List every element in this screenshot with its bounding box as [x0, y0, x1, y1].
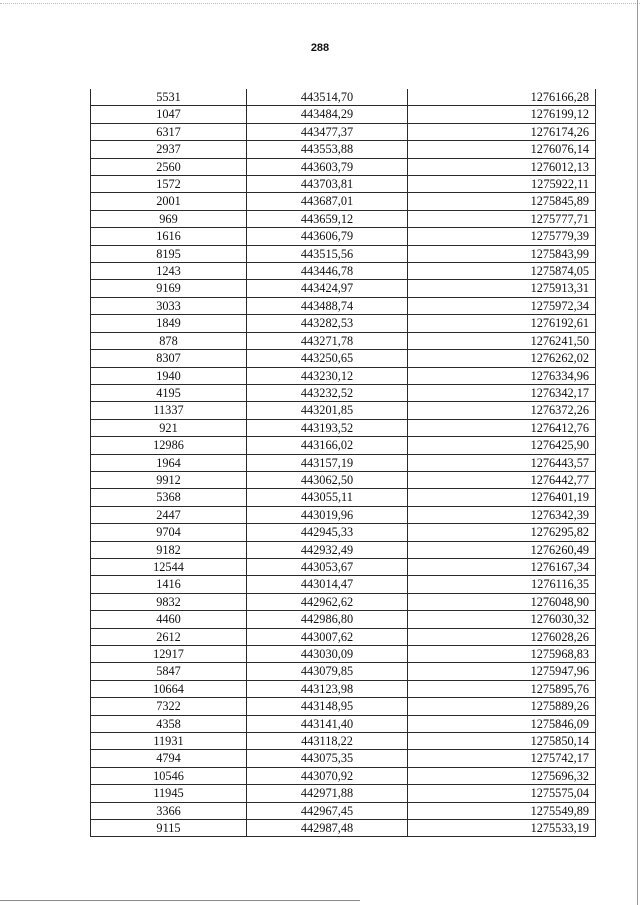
y-coordinate-cell: 1276116,35: [408, 576, 596, 593]
page-right-edge: [637, 0, 638, 905]
y-coordinate-cell: 1275843,99: [408, 245, 596, 262]
point-number-cell: 5531: [91, 89, 247, 106]
x-coordinate-cell: 443007,62: [247, 628, 408, 645]
x-coordinate-cell: 442986,80: [247, 611, 408, 628]
point-number-cell: 9912: [91, 471, 247, 488]
table-row: [91, 437, 596, 454]
y-coordinate-cell: 1275922,11: [408, 176, 596, 193]
x-coordinate-cell: 443553,88: [247, 141, 408, 158]
x-coordinate-cell: 443070,92: [247, 767, 408, 784]
point-number-cell: 8195: [91, 245, 247, 262]
y-coordinate-cell: 1275947,96: [408, 663, 596, 680]
table-row: [91, 193, 596, 210]
x-coordinate-cell: 442971,88: [247, 785, 408, 802]
point-number-cell: 5368: [91, 489, 247, 506]
point-number-cell: 5847: [91, 663, 247, 680]
point-number-cell: 2001: [91, 193, 247, 210]
page-bottom-edge: [0, 900, 360, 901]
y-coordinate-cell: 1275779,39: [408, 228, 596, 245]
table-row: [91, 471, 596, 488]
point-number-cell: 12917: [91, 646, 247, 663]
table-row: [91, 350, 596, 367]
y-coordinate-cell: 1276412,76: [408, 419, 596, 436]
table-row: [91, 297, 596, 314]
point-number-cell: 1572: [91, 176, 247, 193]
y-coordinate-cell: 1276372,26: [408, 402, 596, 419]
x-coordinate-cell: 442962,62: [247, 593, 408, 610]
point-number-cell: 9704: [91, 524, 247, 541]
point-number-cell: 4460: [91, 611, 247, 628]
x-coordinate-cell: 443141,40: [247, 715, 408, 732]
page-number: 288: [310, 42, 330, 54]
table-row: [91, 263, 596, 280]
y-coordinate-cell: 1275874,05: [408, 263, 596, 280]
x-coordinate-cell: 443118,22: [247, 733, 408, 750]
table-row: [91, 733, 596, 750]
x-coordinate-cell: 443488,74: [247, 297, 408, 314]
point-number-cell: 9182: [91, 541, 247, 558]
point-number-cell: 4195: [91, 384, 247, 401]
table-row: [91, 384, 596, 401]
x-coordinate-cell: 443030,09: [247, 646, 408, 663]
y-coordinate-cell: 1275895,76: [408, 680, 596, 697]
x-coordinate-cell: 443687,01: [247, 193, 408, 210]
point-number-cell: 2560: [91, 158, 247, 175]
y-coordinate-cell: 1275575,04: [408, 785, 596, 802]
x-coordinate-cell: 443515,56: [247, 245, 408, 262]
table-row: [91, 558, 596, 575]
table-row: [91, 611, 596, 628]
table-row: [91, 367, 596, 384]
x-coordinate-cell: 443477,37: [247, 123, 408, 140]
table-row: [91, 646, 596, 663]
y-coordinate-cell: 1276167,34: [408, 558, 596, 575]
table-row: [91, 785, 596, 802]
x-coordinate-cell: 443075,35: [247, 750, 408, 767]
y-coordinate-cell: 1276425,90: [408, 437, 596, 454]
y-coordinate-cell: 1276334,96: [408, 367, 596, 384]
point-number-cell: 1416: [91, 576, 247, 593]
table-row: [91, 210, 596, 227]
x-coordinate-cell: 443659,12: [247, 210, 408, 227]
x-coordinate-cell: 443019,96: [247, 506, 408, 523]
y-coordinate-cell: 1276260,49: [408, 541, 596, 558]
x-coordinate-cell: 443250,65: [247, 350, 408, 367]
page-top-edge: [0, 3, 640, 4]
y-coordinate-cell: 1276443,57: [408, 454, 596, 471]
point-number-cell: 2447: [91, 506, 247, 523]
x-coordinate-cell: 443282,53: [247, 315, 408, 332]
table-row: [91, 419, 596, 436]
table-row: [91, 802, 596, 819]
x-coordinate-cell: 442945,33: [247, 524, 408, 541]
point-number-cell: 9169: [91, 280, 247, 297]
y-coordinate-cell: 1276241,50: [408, 332, 596, 349]
point-number-cell: 9832: [91, 593, 247, 610]
point-number-cell: 9115: [91, 820, 247, 837]
table-row: [91, 315, 596, 332]
x-coordinate-cell: 443230,12: [247, 367, 408, 384]
table-row: [91, 158, 596, 175]
table-row: [91, 698, 596, 715]
point-number-cell: 7322: [91, 698, 247, 715]
point-number-cell: 969: [91, 210, 247, 227]
x-coordinate-cell: 443123,98: [247, 680, 408, 697]
y-coordinate-cell: 1276048,90: [408, 593, 596, 610]
y-coordinate-cell: 1275533,19: [408, 820, 596, 837]
point-number-cell: 1243: [91, 263, 247, 280]
coordinates-table: [90, 89, 596, 837]
table-row: [91, 541, 596, 558]
table-row: [91, 593, 596, 610]
table-row: [91, 506, 596, 523]
table-row: [91, 680, 596, 697]
y-coordinate-cell: 1276076,14: [408, 141, 596, 158]
table-row: [91, 228, 596, 245]
y-coordinate-cell: 1276028,26: [408, 628, 596, 645]
y-coordinate-cell: 1275845,89: [408, 193, 596, 210]
point-number-cell: 3033: [91, 297, 247, 314]
y-coordinate-cell: 1276174,26: [408, 123, 596, 140]
y-coordinate-cell: 1275696,32: [408, 767, 596, 784]
y-coordinate-cell: 1276030,32: [408, 611, 596, 628]
y-coordinate-cell: 1275846,09: [408, 715, 596, 732]
table-row: [91, 89, 596, 106]
point-number-cell: 11337: [91, 402, 247, 419]
table-row: [91, 280, 596, 297]
table-row: [91, 576, 596, 593]
y-coordinate-cell: 1275972,34: [408, 297, 596, 314]
y-coordinate-cell: 1276262,02: [408, 350, 596, 367]
table-row: [91, 141, 596, 158]
y-coordinate-cell: 1276192,61: [408, 315, 596, 332]
table-row: [91, 489, 596, 506]
point-number-cell: 11931: [91, 733, 247, 750]
table-row: [91, 123, 596, 140]
y-coordinate-cell: 1275968,83: [408, 646, 596, 663]
table-row: [91, 402, 596, 419]
point-number-cell: 1616: [91, 228, 247, 245]
x-coordinate-cell: 443014,47: [247, 576, 408, 593]
y-coordinate-cell: 1276012,13: [408, 158, 596, 175]
x-coordinate-cell: 443606,79: [247, 228, 408, 245]
y-coordinate-cell: 1276342,39: [408, 506, 596, 523]
x-coordinate-cell: 443703,81: [247, 176, 408, 193]
point-number-cell: 1964: [91, 454, 247, 471]
table-row: [91, 715, 596, 732]
table-row: [91, 663, 596, 680]
table-row: [91, 245, 596, 262]
point-number-cell: 8307: [91, 350, 247, 367]
point-number-cell: 11945: [91, 785, 247, 802]
y-coordinate-cell: 1275777,71: [408, 210, 596, 227]
x-coordinate-cell: 443157,19: [247, 454, 408, 471]
y-coordinate-cell: 1275742,17: [408, 750, 596, 767]
x-coordinate-cell: 442967,45: [247, 802, 408, 819]
table-row: [91, 750, 596, 767]
x-coordinate-cell: 443271,78: [247, 332, 408, 349]
y-coordinate-cell: 1276295,82: [408, 524, 596, 541]
x-coordinate-cell: 443603,79: [247, 158, 408, 175]
point-number-cell: 1849: [91, 315, 247, 332]
point-number-cell: 4794: [91, 750, 247, 767]
point-number-cell: 1940: [91, 367, 247, 384]
x-coordinate-cell: 443053,67: [247, 558, 408, 575]
x-coordinate-cell: 442932,49: [247, 541, 408, 558]
x-coordinate-cell: 443062,50: [247, 471, 408, 488]
x-coordinate-cell: 443079,85: [247, 663, 408, 680]
table-row: [91, 106, 596, 123]
point-number-cell: 3366: [91, 802, 247, 819]
point-number-cell: 10546: [91, 767, 247, 784]
x-coordinate-cell: 443514,70: [247, 89, 408, 106]
point-number-cell: 4358: [91, 715, 247, 732]
x-coordinate-cell: 442987,48: [247, 820, 408, 837]
table-row: [91, 628, 596, 645]
table-row: [91, 820, 596, 837]
y-coordinate-cell: 1276442,77: [408, 471, 596, 488]
point-number-cell: 10664: [91, 680, 247, 697]
x-coordinate-cell: 443193,52: [247, 419, 408, 436]
x-coordinate-cell: 443446,78: [247, 263, 408, 280]
x-coordinate-cell: 443166,02: [247, 437, 408, 454]
x-coordinate-cell: 443424,97: [247, 280, 408, 297]
y-coordinate-cell: 1276166,28: [408, 89, 596, 106]
point-number-cell: 12544: [91, 558, 247, 575]
point-number-cell: 2612: [91, 628, 247, 645]
point-number-cell: 878: [91, 332, 247, 349]
y-coordinate-cell: 1275889,26: [408, 698, 596, 715]
y-coordinate-cell: 1276401,19: [408, 489, 596, 506]
x-coordinate-cell: 443232,52: [247, 384, 408, 401]
table-row: [91, 332, 596, 349]
x-coordinate-cell: 443201,85: [247, 402, 408, 419]
y-coordinate-cell: 1275549,89: [408, 802, 596, 819]
point-number-cell: 6317: [91, 123, 247, 140]
y-coordinate-cell: 1275850,14: [408, 733, 596, 750]
y-coordinate-cell: 1276342,17: [408, 384, 596, 401]
y-coordinate-cell: 1276199,12: [408, 106, 596, 123]
y-coordinate-cell: 1275913,31: [408, 280, 596, 297]
table-row: [91, 767, 596, 784]
point-number-cell: 921: [91, 419, 247, 436]
point-number-cell: 12986: [91, 437, 247, 454]
x-coordinate-cell: 443148,95: [247, 698, 408, 715]
x-coordinate-cell: 443055,11: [247, 489, 408, 506]
table-row: [91, 524, 596, 541]
coordinates-table-body: [91, 89, 596, 837]
table-row: [91, 176, 596, 193]
table-row: [91, 454, 596, 471]
point-number-cell: 1047: [91, 106, 247, 123]
point-number-cell: 2937: [91, 141, 247, 158]
x-coordinate-cell: 443484,29: [247, 106, 408, 123]
